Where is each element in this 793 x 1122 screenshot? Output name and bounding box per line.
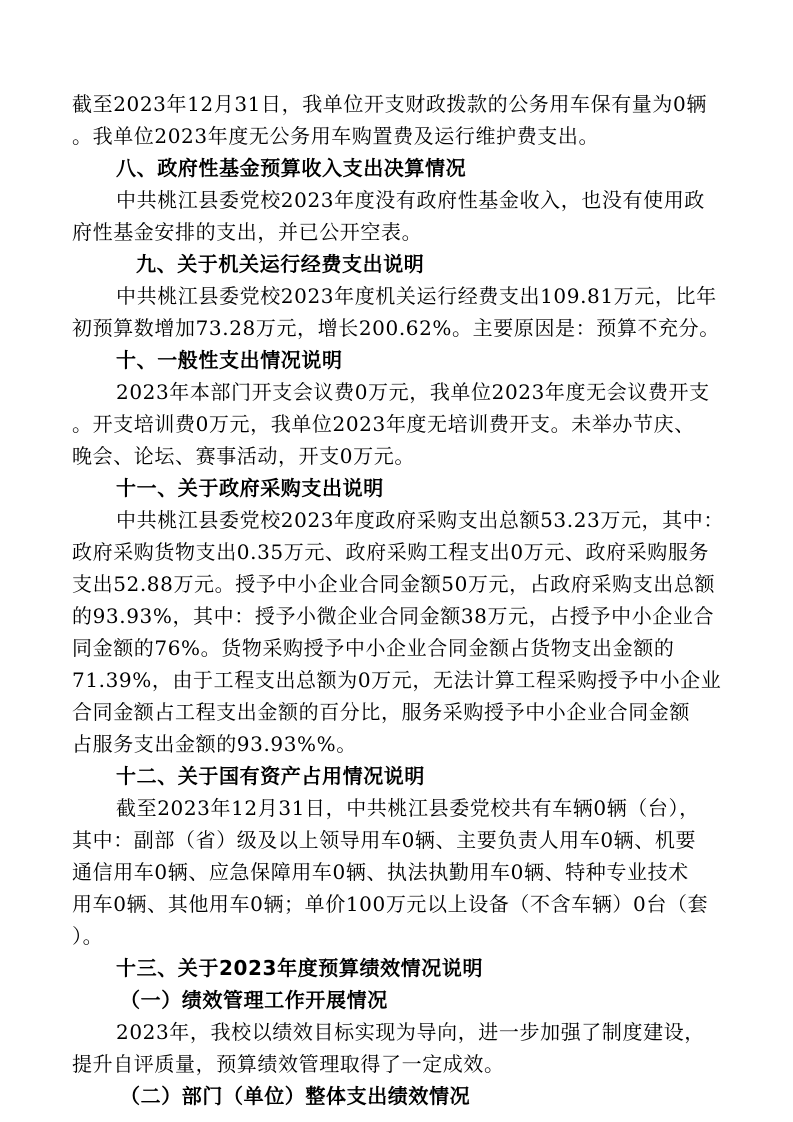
paragraph-line: 占服务支出金额的93.93%%。 (72, 732, 357, 756)
section-heading: 十二、关于国有资产占用情况说明 (116, 764, 425, 788)
paragraph-line: 晚会、论坛、赛事活动，开支0万元。 (72, 444, 415, 468)
section-heading: 九、关于机关运行经费支出说明 (136, 252, 425, 276)
paragraph-line: 合同金额占工程支出金额的百分比，服务采购授予中小企业合同金额 (72, 700, 690, 724)
paragraph-line: 中共桃江县委党校2023年度机关运行经费支出109.81万元，比年 (116, 284, 717, 308)
paragraph-line: ）。 (72, 924, 104, 948)
paragraph-line: 通信用车0辆、应急保障用车0辆、执法执勤用车0辆、特种专业技术 (72, 860, 689, 884)
paragraph-line: 截至2023年12月31日，中共桃江县委党校共有车辆0辆（台）， (116, 796, 700, 820)
paragraph-line: 政府采购货物支出0.35万元、政府采购工程支出0万元、政府采购服务 (72, 540, 710, 564)
section-heading: 八、政府性基金预算收入支出决算情况 (116, 156, 467, 180)
paragraph-line: 2023年本部门开支会议费0万元，我单位2023年度无会议费开支 (116, 380, 710, 404)
paragraph-line: 府性基金安排的支出，并已公开空表。 (72, 220, 423, 244)
paragraph-line: 初预算数增加73.28万元，增长200.62%。主要原因是：预算不充分。 (72, 316, 720, 340)
paragraph-line: 的93.93%，其中：授予小微企业合同金额38万元，占授予中小企业合 (72, 604, 715, 628)
paragraph-line: 。我单位2023年度无公务用车购置费及运行维护费支出。 (72, 124, 600, 148)
paragraph-line: 。开支培训费0万元，我单位2023年度无培训费开支。未举办节庆、 (72, 412, 695, 436)
paragraph-line: 用车0辆、其他用车0辆；单价100万元以上设备（不含车辆）0台（套 (72, 892, 709, 916)
subsection-heading: （二）部门（单位）整体支出绩效情况 (120, 1084, 471, 1108)
paragraph-line: 中共桃江县委党校2023年度政府采购支出总额53.23万元，其中： (116, 508, 724, 532)
section-heading: 十、一般性支出情况说明 (116, 348, 343, 372)
paragraph-line: 支出52.88万元。授予中小企业合同金额50万元，占政府采购支出总额 (72, 572, 716, 596)
paragraph-line: 2023年，我校以绩效目标实现为导向，进一步加强了制度建设， (116, 1020, 705, 1044)
paragraph-line: 71.39%，由于工程支出总额为0万元，无法计算工程采购授予中小企业 (72, 668, 722, 692)
subsection-heading: （一）绩效管理工作开展情况 (120, 988, 388, 1012)
paragraph-line: 提升自评质量，预算绩效管理取得了一定成效。 (72, 1052, 505, 1076)
paragraph-line: 其中：副部（省）级及以上领导用车0辆、主要负责人用车0辆、机要 (72, 828, 697, 852)
section-heading: 十一、关于政府采购支出说明 (116, 476, 384, 500)
paragraph-line: 中共桃江县委党校2023年度没有政府性基金收入，也没有使用政 (116, 188, 705, 212)
paragraph-line: 截至2023年12月31日，我单位开支财政拨款的公务用车保有量为0辆 (72, 92, 707, 116)
section-heading: 十三、关于2023年度预算绩效情况说明 (116, 956, 484, 980)
paragraph-line: 同金额的76%。货物采购授予中小企业合同金额占货物支出金额的 (72, 636, 675, 660)
